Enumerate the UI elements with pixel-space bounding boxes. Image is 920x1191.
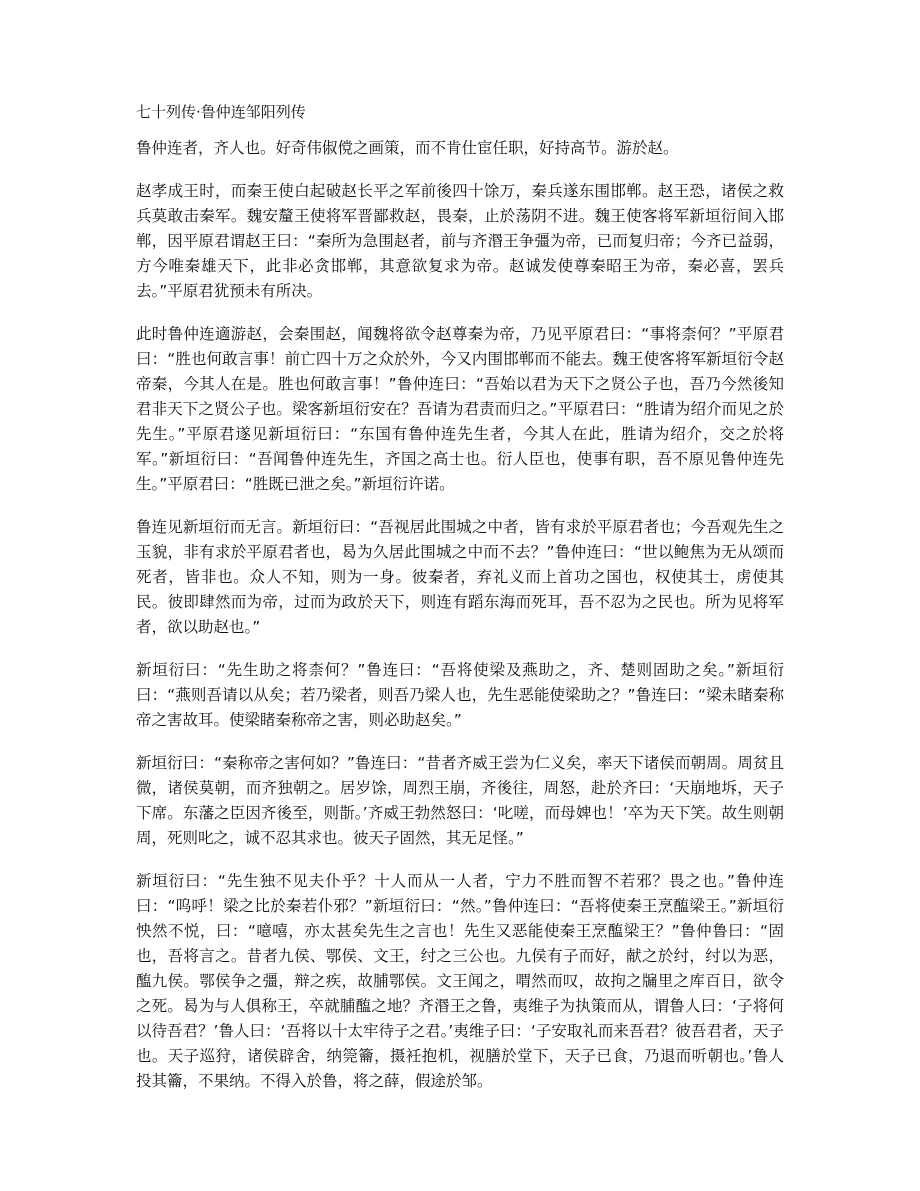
paragraph: 鲁仲连者，齐人也。好奇伟俶傥之画策，而不肯仕宦任职，好持高节。游於赵。 (136, 139, 679, 157)
document-page (136, 100, 784, 1112)
paragraph: 赵孝成王时，而秦王使白起破赵长平之军前後四十馀万，秦兵遂东围邯郸。赵王恐，诸侯之救兵莫敢击秦军。魏安釐王使将军晋鄙救赵，畏秦，止於荡阴不进。魏王使客将军新垣衍间入邯郸，因平原君谓赵王曰：“秦所为急围赵者，前与齐湣王争彊为帝，已而复归帝；今齐已益弱，方今唯秦雄天下，此非必贪邯郸，其意欲复求为帝。赵诚发使尊秦昭王为帝，秦必喜，罢兵去。”平原君犹预未有所决。 (136, 182, 784, 300)
paragraph: 新垣衍曰：“先生助之将柰何？”鲁连曰：“吾将使梁及燕助之，齐、楚则固助之矣。”新垣衍曰：“燕则吾请以从矣；若乃梁者，则吾乃梁人也，先生恶能使梁助之？”鲁连曰：“梁未睹秦称帝之害故耳。使梁睹秦称帝之害，则必助赵矣。” (136, 661, 784, 729)
paragraph: 鲁连见新垣衍而无言。新垣衍曰：“吾视居此围城之中者，皆有求於平原君者也；今吾观先生之玉貌，非有求於平原君者也，曷为久居此围城之中而不去？”鲁仲连曰：“世以鲍焦为无从颂而死者，皆非也。众人不知，则为一身。彼秦者，弃礼义而上首功之国也，权使其士，虏使其民。彼即肆然而为帝，过而为政於天下，则连有蹈东海而死耳，吾不忍为之民也。所为见将军者，欲以助赵也。” (136, 518, 784, 636)
paragraph: 新垣衍曰：“先生独不见夫仆乎？十人而从一人者，宁力不胜而智不若邪？畏之也。”鲁仲连曰：“呜呼！梁之比於秦若仆邪？”新垣衍曰：“然。”鲁仲连曰：“吾将使秦王烹醢梁王。”新垣衍怏然不悦，曰：“噫嘻，亦太甚矣先生之言也！先生又恶能使秦王烹醢梁王？”鲁仲鲁曰：“固也，吾将言之。昔者九侯、鄂侯、文王，纣之三公也。九侯有子而好，献之於纣，纣以为恶，醢九侯。鄂侯争之彊，辩之疾，故脯鄂侯。文王闻之，喟然而叹，故拘之牖里之库百日，欲令之死。曷为与人俱称王，卒就脯醢之地？齐湣王之鲁，夷维子为执策而从，谓鲁人曰：‘子将何以待吾君？’鲁人曰：‘吾将以十太牢待子之君。’夷维子曰：‘子安取礼而来吾君？彼吾君者，天子也。天子巡狩，诸侯辟舍，纳筦籥，摄衽抱机，视膳於堂下，天子已食，乃退而听朝也。’鲁人投其籥，不果纳。不得入於鲁，将之薛，假途於邹。 (136, 872, 784, 1090)
document-title: 七十列传·鲁仲连邹阳列传 (136, 103, 306, 121)
paragraph: 此时鲁仲连適游赵，会秦围赵，闻魏将欲令赵尊秦为帝，乃见平原君曰：“事将柰何？”平原君曰：“胜也何敢言事！前亡四十万之众於外，今又内围邯郸而不能去。魏王使客将军新垣衍令赵帝秦，今其人在是。胜也何敢言事！”鲁仲连曰：“吾始以君为天下之贤公子也，吾乃今然後知君非天下之贤公子也。梁客新垣衍安在？吾请为君责而归之。”平原君曰：“胜请为绍介而见之於先生。”平原君遂见新垣衍曰：“东国有鲁仲连先生者，今其人在此，胜请为绍介，交之於将军。”新垣衍曰：“吾闻鲁仲连先生，齐国之高士也。衍人臣也，使事有职，吾不原见鲁仲连先生。”平原君曰：“胜既已泄之矣。”新垣衍许诺。 (136, 325, 784, 493)
paragraph: 新垣衍曰：“秦称帝之害何如？”鲁连曰：“昔者齐威王尝为仁义矣，率天下诸侯而朝周。周贫且微，诸侯莫朝，而齐独朝之。居岁馀，周烈王崩，齐後往，周怒，赴於齐曰：‘天崩地坼，天子下席。东藩之臣因齐後至，则斮。’齐威王勃然怒曰：‘叱嗟，而母婢也！’卒为天下笑。故生则朝周，死则叱之，诚不忍其求也。彼天子固然，其无足怪。” (136, 754, 784, 847)
